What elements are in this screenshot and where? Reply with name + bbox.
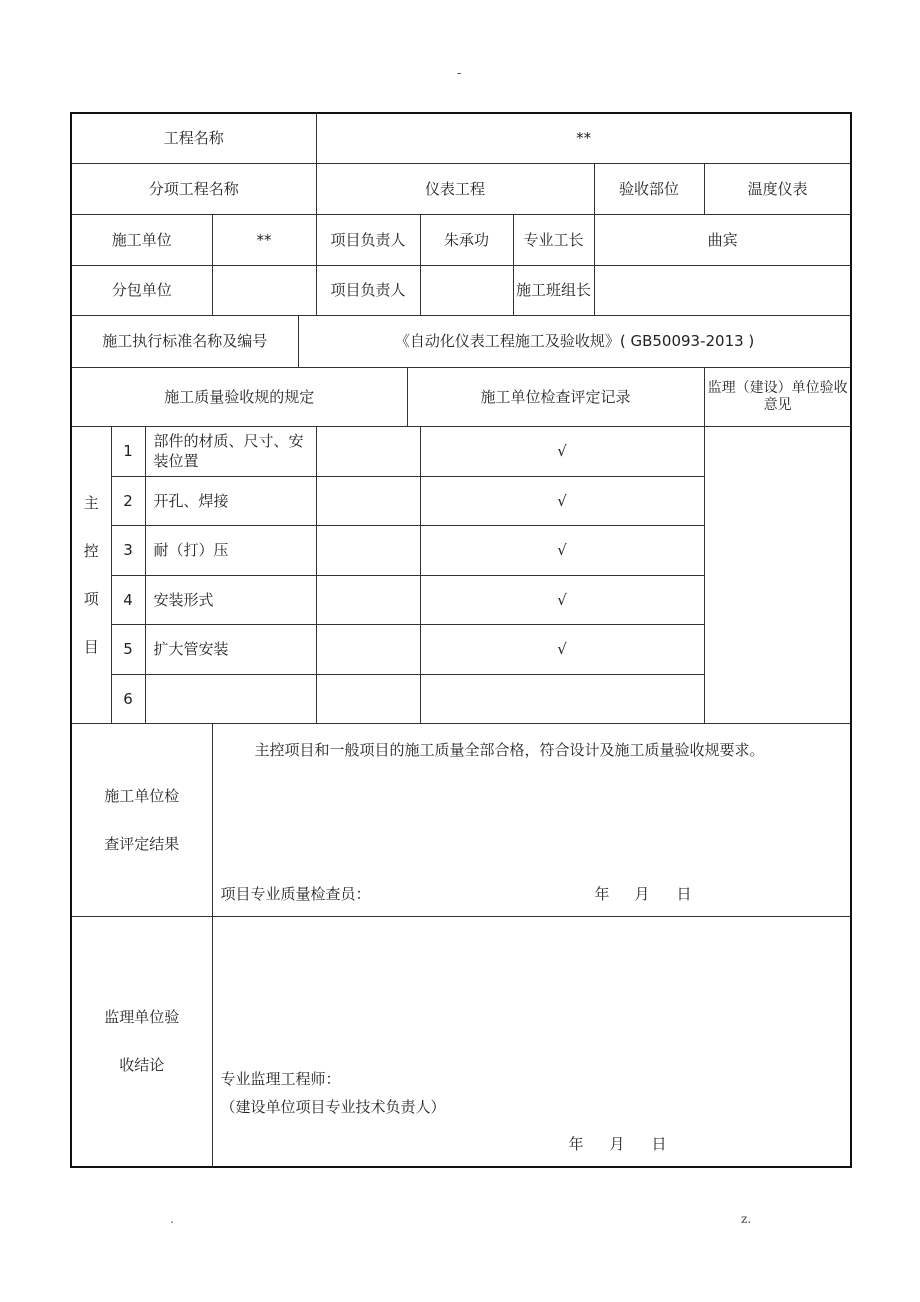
acceptance-part-value: 温度仪表 bbox=[704, 163, 851, 214]
supervisor-opinion-column-header bbox=[704, 367, 851, 426]
acceptance-form bbox=[70, 112, 852, 1168]
item-blank bbox=[316, 426, 420, 476]
bottom-right-mark: z. bbox=[741, 1212, 752, 1226]
item-description: 耐（打）压 bbox=[145, 525, 316, 575]
supervisor-opinion-cell bbox=[704, 426, 851, 723]
item-number: 5 bbox=[111, 624, 145, 674]
item-check-mark: √ bbox=[420, 525, 704, 575]
item-blank bbox=[316, 674, 420, 723]
item-blank bbox=[316, 525, 420, 575]
main-control-char: 项 bbox=[83, 589, 99, 608]
acceptance-part-label: 验收部位 bbox=[594, 163, 704, 214]
item-description bbox=[145, 674, 316, 723]
check-record-column-header: 施工单位检查评定记录 bbox=[407, 367, 704, 426]
subcontract-unit-label: 分包单位 bbox=[71, 265, 212, 315]
item-check-mark: √ bbox=[420, 426, 704, 476]
table-row bbox=[71, 426, 851, 476]
foreman-label: 专业工长 bbox=[513, 214, 594, 265]
main-control-char: 控 bbox=[83, 541, 99, 560]
spec-column-header: 施工质量验收规的规定 bbox=[71, 367, 407, 426]
item-blank bbox=[316, 624, 420, 674]
supervisor-opinion-line1: 监理（建设）单位验收 bbox=[707, 379, 848, 396]
main-control-label bbox=[71, 426, 111, 723]
conclusion-day: 日 bbox=[651, 1134, 667, 1153]
owner-technical-lead-label: （建设单位项目专业技术负责人） bbox=[220, 1097, 446, 1116]
project-name-value: ** bbox=[316, 113, 851, 163]
item-description: 部件的材质、尺寸、安装位置 bbox=[145, 426, 316, 476]
item-number: 2 bbox=[111, 476, 145, 525]
item-check-mark: √ bbox=[420, 575, 704, 624]
construction-result-label-line2: 查评定结果 bbox=[104, 834, 180, 853]
item-check-mark: √ bbox=[420, 624, 704, 674]
construction-result-content bbox=[212, 723, 851, 916]
item-blank bbox=[316, 476, 420, 525]
supervisor-opinion-line2: 意见 bbox=[763, 396, 792, 413]
project-manager-label: 项目负责人 bbox=[316, 214, 420, 265]
standard-value: 《自动化仪表工程施工及验收规》( GB50093-2013 ) bbox=[298, 315, 851, 367]
team-leader-label: 施工班组长 bbox=[513, 265, 594, 315]
standard-label: 施工执行标准名称及编号 bbox=[71, 315, 298, 367]
item-number: 1 bbox=[111, 426, 145, 476]
supervision-conclusion-label-line2: 收结论 bbox=[119, 1056, 165, 1075]
sub-manager-value bbox=[420, 265, 513, 315]
item-check-mark: √ bbox=[420, 476, 704, 525]
result-year: 年 bbox=[594, 884, 610, 903]
quality-inspector-label: 项目专业质量检查员： bbox=[220, 884, 371, 903]
sub-manager-label: 项目负责人 bbox=[316, 265, 420, 315]
sub-project-label: 分项工程名称 bbox=[71, 163, 316, 214]
item-number: 3 bbox=[111, 525, 145, 575]
subcontract-unit-value bbox=[212, 265, 316, 315]
main-control-char: 主 bbox=[83, 493, 99, 512]
item-check-mark bbox=[420, 674, 704, 723]
main-control-char: 目 bbox=[83, 637, 99, 656]
conclusion-year: 年 bbox=[568, 1134, 584, 1153]
bottom-left-mark: . bbox=[170, 1212, 174, 1226]
project-manager-value: 朱承功 bbox=[420, 214, 513, 265]
construction-unit-label: 施工单位 bbox=[71, 214, 212, 265]
item-number: 4 bbox=[111, 575, 145, 624]
supervision-conclusion-label-line1: 监理单位验 bbox=[104, 1008, 180, 1027]
team-leader-value bbox=[594, 265, 851, 315]
top-mark: - bbox=[457, 66, 462, 80]
supervising-engineer-label: 专业监理工程师： bbox=[220, 1069, 341, 1088]
result-month: 月 bbox=[634, 884, 650, 903]
supervision-conclusion-label bbox=[71, 916, 212, 1167]
construction-result-label bbox=[71, 723, 212, 916]
construction-result-statement: 主控项目和一般项目的施工质量全部合格，符合设计及施工质量验收规要求。 bbox=[254, 740, 765, 759]
item-description: 安装形式 bbox=[145, 575, 316, 624]
conclusion-month: 月 bbox=[609, 1134, 625, 1153]
sub-project-value: 仪表工程 bbox=[316, 163, 594, 214]
supervision-conclusion-content bbox=[212, 916, 851, 1167]
construction-result-label-line1: 施工单位检 bbox=[104, 786, 180, 805]
item-description: 扩大管安装 bbox=[145, 624, 316, 674]
item-description: 开孔、焊接 bbox=[145, 476, 316, 525]
project-name-label: 工程名称 bbox=[71, 113, 316, 163]
foreman-value: 曲宾 bbox=[594, 214, 851, 265]
item-number: 6 bbox=[111, 674, 145, 723]
result-day: 日 bbox=[676, 884, 692, 903]
item-blank bbox=[316, 575, 420, 624]
construction-unit-value: ** bbox=[212, 214, 316, 265]
